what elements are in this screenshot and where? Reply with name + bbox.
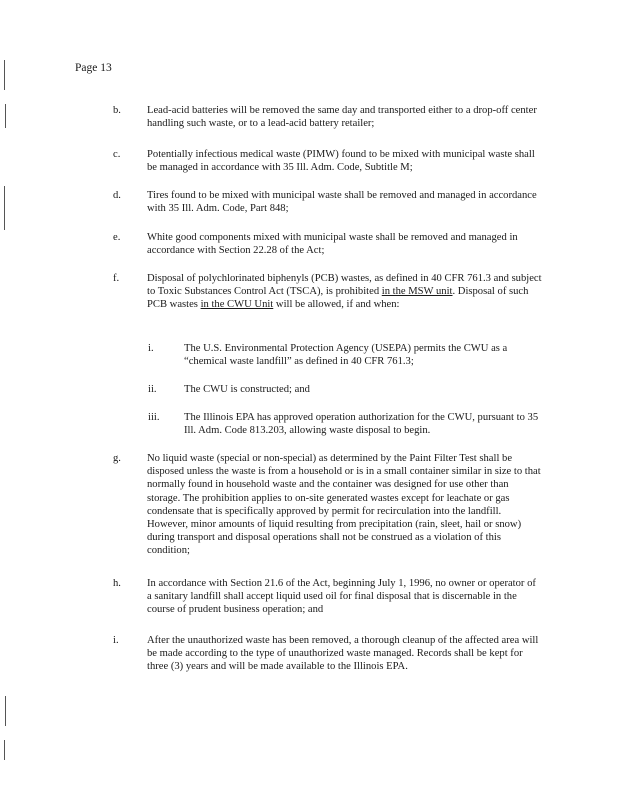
item-letter: c. (113, 149, 121, 160)
item-letter: i. (113, 635, 119, 646)
underlined-text: in the CWU Unit (200, 299, 274, 311)
item-letter: d. (113, 190, 121, 201)
sub-item-number: iii. (148, 412, 160, 423)
item-letter: b. (113, 105, 121, 116)
item-text: In accordance with Section 21.6 of the Act, beginning July 1, 1996, no owner or operator of a sanitary landfill shall accept liquid used oil for final disposal that is discernable in the course of prudent business operation; and (147, 578, 536, 616)
sub-item-text: The CWU is constructed; and (184, 384, 310, 395)
sub-item-text: The Illinois EPA has approved operation authorization for the CWU, pursuant to 35 Ill. Adm. Code 813.203, allowing waste disposal to begin. (184, 412, 539, 437)
page-header: Page 13 (75, 62, 112, 74)
list-item (113, 634, 543, 674)
scan-edge-mark (4, 60, 5, 90)
item-text: Potentially infectious medical waste (PIMW) found to be mixed with municipal waste shall be managed in accordance with 35 Ill. Adm. Code, Subtitle M; (147, 149, 535, 174)
item-text: No liquid waste (special or non-special) as determined by the Paint Filter Test shall be disposed unless the waste is from a household or is in a small container similar in size to that normally found in household waste and the container was designed for use other than storage. The prohibition applies to on-site generated wastes except for leachate or gas condensate that is specifically approved by permit for recirculation into the landfill. However, minor amounts of liquid resulting from precipitation (rain, sleet, hail or snow) during transport and disposal operations shall not be construed as a violation of this condition; (147, 453, 541, 557)
list-item (113, 272, 543, 312)
item-letter: f. (113, 273, 120, 284)
list-item (113, 231, 543, 257)
scan-edge-mark (4, 740, 5, 760)
list-item (113, 452, 543, 558)
sub-item-number: ii. (148, 384, 157, 395)
scan-edge-mark (5, 696, 6, 726)
item-text: Lead-acid batteries will be removed the same day and transported either to a drop-off center handling such waste, or to a lead-acid battery retailer; (147, 105, 537, 130)
list-item (113, 104, 543, 130)
item-text: After the unauthorized waste has been removed, a thorough cleanup of the affected area will be made according to the type of unauthorized waste managed. Records shall be kept for three (3) years and will be made available to the Illinois EPA. (147, 635, 539, 673)
item-text-part: will be allowed, if and when: (273, 299, 400, 311)
scan-edge-mark (4, 186, 5, 230)
item-letter: g. (113, 453, 121, 464)
item-text-part: Disposal of polychlorinated biphenyls (PCB) wastes, as defined in 40 CFR 761.3 and subject to Toxic Substances Control Act (TSCA), is prohibited (147, 273, 542, 298)
sub-list-item (148, 411, 548, 437)
item-text (147, 272, 543, 312)
item-text: White good components mixed with municipal waste shall be removed and managed in accordance with Section 22.28 of the Act; (147, 232, 518, 257)
list-item (113, 189, 543, 215)
item-text-part: . Disposal of such PCB wastes (147, 286, 529, 311)
item-text: Tires found to be mixed with municipal waste shall be removed and managed in accordance with 35 Ill. Adm. Code, Part 848; (147, 190, 537, 215)
sub-list-item (148, 383, 548, 396)
sub-item-number: i. (148, 343, 154, 354)
item-letter: h. (113, 578, 121, 589)
list-item (113, 148, 543, 174)
list-item (113, 577, 543, 617)
sub-list-item (148, 342, 548, 368)
item-letter: e. (113, 232, 121, 243)
sub-item-text: The U.S. Environmental Protection Agency (USEPA) permits the CWU as a “chemical waste landfill” as defined in 40 CFR 761.3; (184, 343, 508, 368)
scan-edge-mark (5, 104, 6, 128)
underlined-text: in the MSW unit (381, 286, 453, 298)
